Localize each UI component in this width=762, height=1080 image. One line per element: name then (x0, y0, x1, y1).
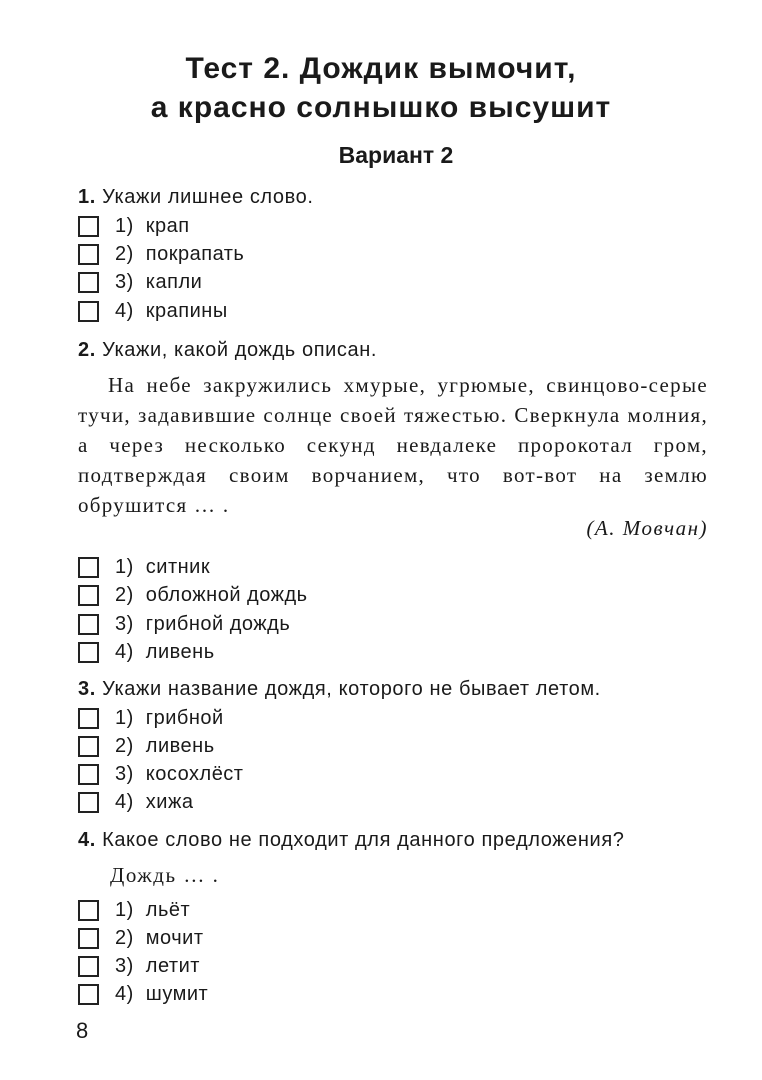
option-label: крапины (145, 299, 228, 322)
option-label: ливень (145, 640, 215, 663)
passage-text: На небе закружились хмурые, угрюмые, свинцово-серые тучи, задавившие солнце своей тяжестью. Сверкнула молния, а через несколько секунд невдалеке пророкотал гром, подтверждая своим ворчанием, что вот-вот на землю обрушится … . (78, 373, 708, 517)
option-number: 3) (115, 270, 134, 293)
option-label: грибной дождь (145, 612, 291, 635)
option-number: 1) (115, 706, 134, 729)
checkbox[interactable] (78, 764, 99, 785)
checkbox[interactable] (78, 792, 99, 813)
option-label: грибной (145, 706, 224, 729)
q2-option-1[interactable] (78, 555, 210, 579)
q1-option-2[interactable] (78, 242, 244, 266)
option-number: 2) (115, 242, 134, 265)
question-2 (78, 339, 377, 362)
option-number: 4) (115, 640, 134, 663)
test-title-line1: Тест 2. Дождик вымочит, (185, 52, 577, 85)
q1-option-3[interactable] (78, 270, 202, 294)
question-number: 4. (78, 829, 96, 851)
option-number: 2) (115, 926, 134, 949)
passage-author: (А. Мовчан) (586, 516, 708, 540)
option-number: 1) (115, 555, 134, 578)
checkbox[interactable] (78, 642, 99, 663)
checkbox[interactable] (78, 301, 99, 322)
q2-option-3[interactable] (78, 612, 290, 636)
checkbox[interactable] (78, 708, 99, 729)
question-text: Укажи лишнее слово. (102, 186, 314, 208)
checkbox[interactable] (78, 984, 99, 1005)
option-number: 3) (115, 762, 134, 785)
option-number: 3) (115, 612, 134, 635)
checkbox[interactable] (78, 614, 99, 635)
option-label: хижа (145, 790, 194, 813)
option-label: летит (145, 954, 200, 977)
option-label: косохлёст (145, 762, 244, 785)
option-label: капли (145, 270, 203, 293)
question-4 (78, 829, 624, 852)
checkbox[interactable] (78, 272, 99, 293)
question-text: Укажи название дождя, которого не бывает летом. (102, 678, 601, 700)
option-number: 1) (115, 898, 134, 921)
q4-option-4[interactable] (78, 982, 208, 1006)
q3-option-3[interactable] (78, 762, 243, 786)
checkbox[interactable] (78, 557, 99, 578)
q3-option-2[interactable] (78, 734, 215, 758)
q1-option-4[interactable] (78, 299, 228, 323)
q3-option-4[interactable] (78, 790, 193, 814)
option-number: 3) (115, 954, 134, 977)
checkbox[interactable] (78, 900, 99, 921)
sentence-stem: Дождь … . (110, 863, 220, 887)
question-number: 1. (78, 186, 96, 208)
page-number: 8 (76, 1018, 89, 1043)
question-number: 2. (78, 339, 96, 361)
option-number: 2) (115, 734, 134, 757)
question-1 (78, 186, 314, 209)
option-number: 4) (115, 299, 134, 322)
checkbox[interactable] (78, 928, 99, 949)
option-label: шумит (145, 982, 209, 1005)
option-number: 4) (115, 790, 134, 813)
q2-option-4[interactable] (78, 640, 215, 664)
option-number: 2) (115, 583, 134, 606)
option-label: льёт (145, 898, 191, 921)
variant-heading: Вариант 2 (338, 142, 454, 168)
test-title-line2: а красно солнышко высушит (150, 91, 612, 124)
q4-option-3[interactable] (78, 954, 200, 978)
checkbox[interactable] (78, 736, 99, 757)
q3-option-1[interactable] (78, 706, 224, 730)
checkbox[interactable] (78, 956, 99, 977)
option-label: мочит (145, 926, 204, 949)
option-label: покрапать (145, 242, 245, 265)
checkbox[interactable] (78, 585, 99, 606)
option-label: крап (145, 214, 190, 237)
checkbox[interactable] (78, 244, 99, 265)
question-text: Какое слово не подходит для данного предложения? (102, 829, 625, 851)
option-label: ливень (145, 734, 215, 757)
question-3 (78, 678, 601, 701)
option-number: 1) (115, 214, 134, 237)
option-label: обложной дождь (145, 583, 308, 606)
question-text: Укажи, какой дождь описан. (102, 339, 378, 361)
question-number: 3. (78, 678, 96, 700)
checkbox[interactable] (78, 216, 99, 237)
option-label: ситник (145, 555, 211, 578)
q4-option-1[interactable] (78, 898, 190, 922)
q4-option-2[interactable] (78, 926, 203, 950)
option-number: 4) (115, 982, 134, 1005)
q1-option-1[interactable] (78, 214, 190, 238)
q2-option-2[interactable] (78, 583, 308, 607)
